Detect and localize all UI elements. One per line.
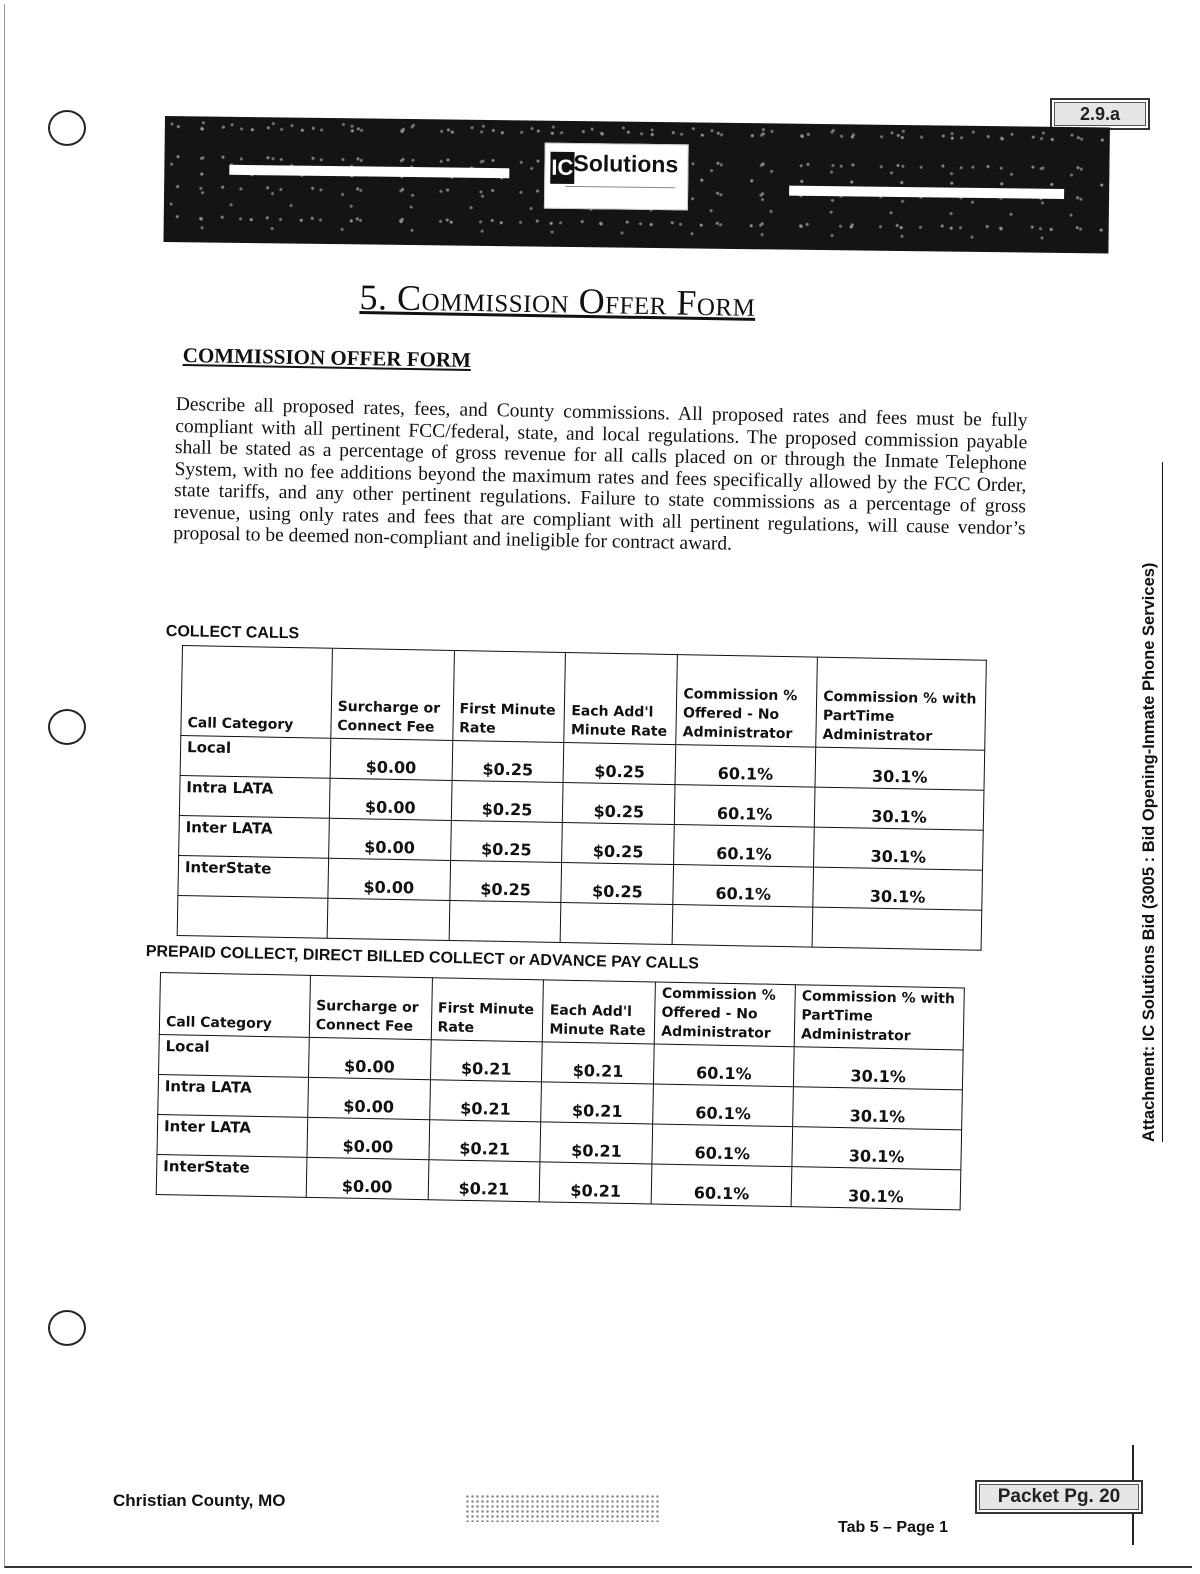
call-category-cell: Intra LATA <box>179 775 329 818</box>
column-header: Call Category <box>159 973 310 1038</box>
rate-cell: $0.25 <box>563 743 676 785</box>
rate-cell: $0.21 <box>430 1040 543 1082</box>
punch-hole <box>48 1310 86 1346</box>
call-category-cell <box>177 895 327 938</box>
scan-smudge <box>465 1494 660 1522</box>
rate-cell: 60.1% <box>653 1084 794 1127</box>
punch-hole <box>48 709 86 745</box>
rate-cell: 60.1% <box>674 825 815 868</box>
call-category-cell: InterState <box>178 855 328 898</box>
instructions-paragraph: Describe all proposed rates, fees, and County commissions. All proposed rates and fees must be fully compliant with all pertinent FCC/federal, state, and local regulations. The proposed commission payable shall be stated as a percentage of gross revenue for all calls placed on or through the Inmate Telephone System, with no fee additions beyond the maximum rates and fees specifically allowed by the FCC Order, state tariffs, and any other pertinent regulations. Failure to state commissions as a percentage of gross revenue, using only rates and fees that are compliant with all pertinent regulations, will cause vendor’s proposal to be deemed non-compliant and ineligible for contract award. <box>173 394 1028 555</box>
column-header: Commission % with PartTime Administrator <box>816 657 986 750</box>
rate-cell <box>672 905 813 948</box>
rate-cell: $0.21 <box>540 1122 653 1164</box>
call-category-cell: Inter LATA <box>157 1114 308 1157</box>
prepaid-calls-table <box>156 972 965 1210</box>
table-header-row <box>181 646 987 751</box>
rate-cell: $0.25 <box>450 820 563 862</box>
rate-cell: $0.00 <box>330 738 453 780</box>
footer-page-number: Tab 5 – Page 1 <box>838 1519 948 1536</box>
rate-cell: 30.1% <box>815 747 985 790</box>
rate-cell: 60.1% <box>675 785 816 828</box>
call-category-cell: Local <box>159 1034 310 1077</box>
rate-cell: $0.25 <box>561 863 674 905</box>
banner-bar-left <box>229 165 509 178</box>
collect-calls-table <box>177 645 987 951</box>
rate-cell: 60.1% <box>654 1044 795 1087</box>
logo-mark: IC <box>550 152 574 184</box>
rate-cell: 30.1% <box>814 827 984 870</box>
rate-cell: $0.25 <box>452 740 565 782</box>
column-header: Commission % with PartTime Administrator <box>794 985 964 1050</box>
rate-cell: $0.25 <box>451 780 564 822</box>
call-category-cell: Inter LATA <box>179 815 329 858</box>
punch-hole <box>48 110 86 146</box>
header-banner <box>163 116 1109 254</box>
column-header: First Minute Rate <box>452 650 565 742</box>
rate-cell <box>327 898 450 940</box>
section-heading: COMMISSION OFFER FORM <box>182 343 472 373</box>
column-header: Each Add'l Minute Rate <box>564 653 677 745</box>
collect-calls-label: COLLECT CALLS <box>165 623 300 643</box>
rate-cell: $0.00 <box>306 1157 429 1199</box>
attachment-badge: 2.9.a <box>1050 98 1150 130</box>
column-header: Surcharge or Connect Fee <box>331 648 455 740</box>
column-header: Surcharge or Connect Fee <box>309 975 432 1039</box>
call-category-cell: Local <box>180 735 330 778</box>
rate-cell: 60.1% <box>675 745 816 788</box>
rate-cell: $0.21 <box>428 1160 541 1202</box>
rate-cell: $0.21 <box>429 1080 542 1122</box>
logo-tagline-line <box>565 186 675 188</box>
rate-cell: $0.00 <box>308 1077 431 1119</box>
rate-cell: $0.21 <box>540 1162 653 1204</box>
rate-cell: 60.1% <box>652 1124 793 1167</box>
call-category-cell: Intra LATA <box>158 1074 309 1117</box>
rate-cell: $0.21 <box>429 1120 542 1162</box>
attachment-side-label: Attachment: IC Solutions Bid (3005 : Bid Opening-Inmate Phone Services) <box>1138 462 1163 1142</box>
rate-cell: $0.00 <box>329 778 452 820</box>
column-header: First Minute Rate <box>431 978 544 1042</box>
rate-cell: 30.1% <box>793 1087 963 1130</box>
page-title: 5. Commission Offer Form <box>359 276 756 324</box>
rate-cell: $0.25 <box>450 860 563 902</box>
rate-cell: 30.1% <box>794 1047 964 1090</box>
rate-cell <box>561 902 674 944</box>
rate-cell: 30.1% <box>792 1127 962 1170</box>
column-header: Commission % Offered - No Administrator <box>676 655 818 748</box>
banner-bar-right <box>789 186 1064 199</box>
rate-cell: 60.1% <box>673 865 814 908</box>
column-header: Commission % Offered - No Administrator <box>654 982 795 1047</box>
rate-cell: $0.00 <box>307 1117 430 1159</box>
rate-cell: $0.21 <box>541 1082 654 1124</box>
rate-cell: 30.1% <box>791 1167 961 1210</box>
column-header: Each Add'l Minute Rate <box>543 980 656 1044</box>
company-logo <box>544 143 689 211</box>
rate-cell <box>812 907 982 950</box>
column-header: Call Category <box>181 646 332 739</box>
rate-cell: $0.25 <box>563 783 676 825</box>
packet-page-badge: Packet Pg. 20 <box>975 1480 1143 1514</box>
prepaid-calls-label: PREPAID COLLECT, DIRECT BILLED COLLECT or ADVANCE PAY CALLS <box>145 943 700 973</box>
rate-cell: $0.21 <box>542 1042 655 1084</box>
rate-cell: $0.25 <box>562 823 675 865</box>
rate-cell: 30.1% <box>813 867 983 910</box>
rate-cell: 60.1% <box>651 1164 792 1207</box>
call-category-cell: InterState <box>156 1154 307 1197</box>
rate-cell: $0.00 <box>328 818 451 860</box>
logo-name: Solutions <box>573 149 679 178</box>
rate-cell: 30.1% <box>814 787 984 830</box>
footer-county: Christian County, MO <box>113 1491 286 1510</box>
rate-cell <box>449 900 562 942</box>
rate-cell: $0.00 <box>328 858 451 900</box>
rate-cell: $0.00 <box>308 1037 431 1079</box>
